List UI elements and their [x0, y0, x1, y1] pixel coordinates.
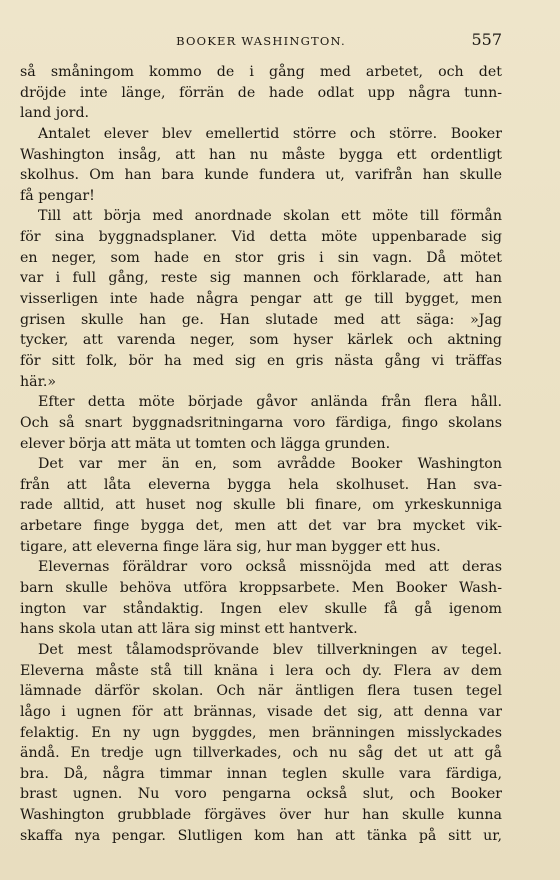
text-line: brast ugnen. Nu voro pengarna också slut, och Booker: [20, 786, 502, 803]
text-line: lämnade därför skolan. Och när äntligen flera tusen tegel: [20, 683, 502, 700]
text-line: skaffa nya pengar. Slutligen kom han att tänka på sitt ur,: [20, 827, 502, 844]
text-line: visserligen inte hade några pengar att ge till bygget, men: [20, 291, 502, 308]
text-line: ington var ståndaktig. Ingen elev skulle få gå igenom: [20, 600, 502, 617]
text-line: land jord.: [20, 105, 90, 122]
text-line: Antalet elever blev emellertid större och större. Booker: [38, 125, 502, 142]
running-head: BOOKER WASHINGTON.: [176, 34, 346, 48]
text-line: från att låta eleverna bygga hela skolhuset. Han sva-: [20, 476, 502, 493]
text-line: Washington insåg, att han nu måste bygga ett ordentligt: [20, 146, 502, 163]
body-text: [20, 62, 502, 846]
text-line: för sina byggnadsplaner. Vid detta möte uppenbarade sig: [20, 229, 502, 246]
text-line: för sitt folk, bör ha med sig en gris nästa gång vi träffas: [20, 352, 502, 369]
text-line: Eleverna måste stå till knäna i lera och dy. Flera av dem: [20, 662, 502, 679]
page-header: [20, 30, 502, 52]
text-line: ändå. En tredje ugn tillverkades, och nu såg det ut att gå: [20, 745, 502, 762]
text-line: tigare, att eleverna finge lära sig, hur man bygger ett hus.: [20, 538, 441, 555]
text-line: lågo i ugnen för att brännas, visade det sig, att denna var: [20, 703, 502, 720]
text-line: hans skola utan att lära sig minst ett hantverk.: [20, 621, 358, 638]
text-line: barn skulle behöva utföra kroppsarbete. Men Booker Wash-: [20, 580, 502, 597]
text-line: felaktig. En ny ugn byggdes, men bränningen misslyckades: [20, 724, 502, 741]
text-line: Efter detta möte började gåvor anlända från flera håll.: [38, 394, 502, 411]
text-line: dröjde inte länge, förrän de hade odlat upp några tunn-: [20, 84, 502, 101]
text-line: tycker, att varenda neger, som hyser kärlek och aktning: [20, 332, 502, 349]
text-line: rade alltid, att huset nog skulle bli finare, om yrkeskunniga: [20, 497, 502, 514]
text-line: skolhus. Om han bara kunde fundera ut, varifrån han skulle: [20, 167, 502, 184]
text-line: var i full gång, reste sig mannen och förklarade, att han: [20, 270, 502, 287]
text-line: så småningom kommo de i gång med arbetet, och det: [20, 64, 502, 80]
text-line: grisen skulle han ge. Han slutade med att säga: »Jag: [20, 311, 502, 328]
text-line: Elevernas föräldrar voro också missnöjda med att deras: [38, 559, 502, 576]
text-line: Det mest tålamodsprövande blev tillverkningen av tegel.: [38, 641, 502, 658]
text-line: en neger, som hade en stor gris i sin vagn. Då mötet: [20, 249, 502, 266]
text-line: Till att börja med anordnade skolan ett möte till förmån: [38, 208, 502, 225]
text-line: här.»: [20, 373, 57, 390]
text-line: elever börja att mäta ut tomten och lägga grunden.: [20, 435, 391, 452]
page-number: 557: [471, 30, 502, 49]
text-line: bra. Då, några timmar innan teglen skulle vara färdiga,: [20, 765, 502, 782]
text-line: Det var mer än en, som avrådde Booker Washington: [38, 456, 502, 473]
text-line: arbetare finge bygga det, men att det var bra mycket vik-: [20, 518, 502, 535]
text-line: få pengar!: [20, 187, 95, 204]
text-line: Och så snart byggnadsritningarna voro färdiga, fingo skolans: [20, 414, 502, 431]
text-line: Washington grubblade förgäves över hur han skulle kunna: [20, 807, 502, 824]
